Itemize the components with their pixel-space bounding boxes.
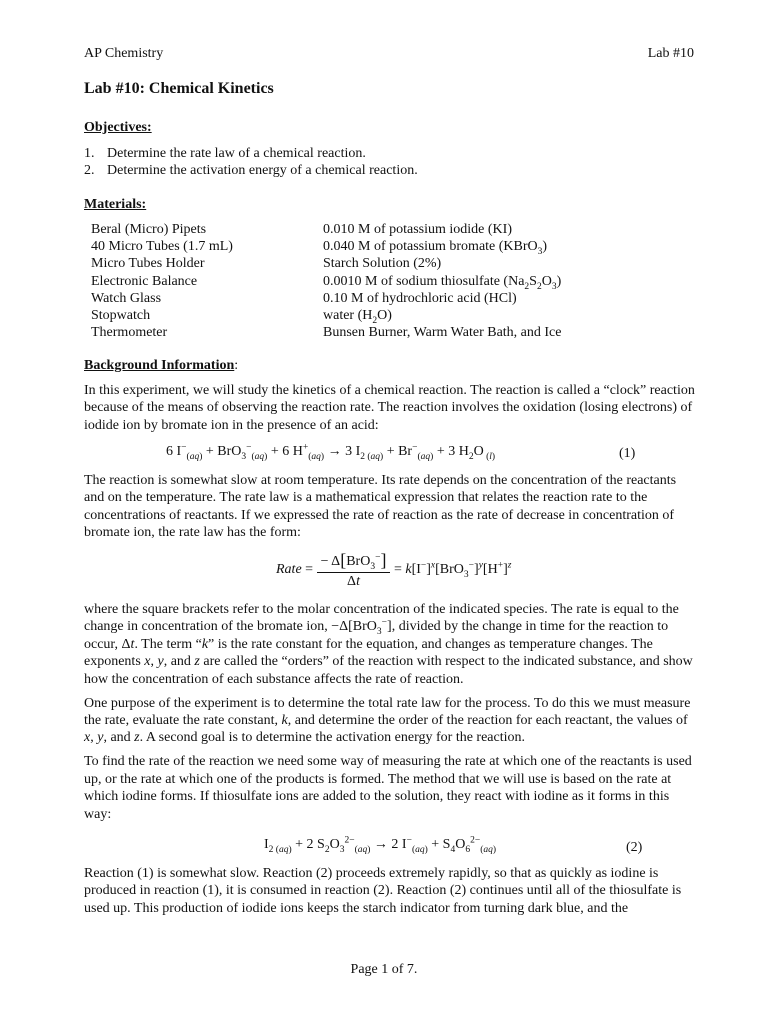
materials-row	[91, 290, 562, 307]
header-course: AP Chemistry	[84, 46, 164, 61]
equation-2: $I_{2 (aq)} + 2$ $S_2O_3^{2-}_{(aq)} \to 2$ $I^-_{(aq)} + S_4O_6^{2-}_{(aq)}$	[264, 835, 497, 855]
material-equipment: 40 Micro Tubes (1.7 mL)	[91, 239, 233, 255]
material-equipment: Watch Glass	[91, 290, 162, 306]
document-title: Lab #10: Chemical Kinetics	[84, 80, 274, 97]
material-chemical: 0.10 M of hydrochloric acid (HCl)	[323, 290, 517, 306]
equation-2-number: (2)	[626, 840, 643, 855]
materials-row	[91, 324, 562, 341]
material-chemical: water $(H_2O)$	[323, 307, 392, 326]
objectives-heading: Objectives:	[84, 120, 152, 135]
list-item-text: Determine the activation energy of a chemical reaction.	[107, 163, 418, 178]
materials-table	[91, 221, 562, 341]
materials-heading: Materials:	[84, 197, 147, 212]
material-chemical: 0.010 M of potassium iodide (KI)	[323, 222, 512, 237]
rate-fraction: $\frac{- \Delta[BrO_3^-]}{\Delta t}$	[317, 550, 391, 590]
background-paragraph-6: Reaction (1) is somewhat slow. Reaction (2) proceeds extremely rapidly, so that as quickly as iodine is produced in reaction (1), it is consumed in reaction (2). Reaction (2) continues until all of the thiosulfate is used up. This production of iodide ions keeps the starch indicator from turning dark blue, and the	[84, 866, 682, 916]
background-paragraph-1: In this experiment, we will study the kinetics of a chemical reaction. The reaction is called a “clock” reaction because of the means of observing the reaction rate. The reaction involves the oxidation (losing electrons) of iodide ion by bromate ion in the presence of an acid:	[84, 383, 695, 433]
list-item-number: 2.	[84, 163, 95, 178]
background-heading: Background Information:	[84, 358, 239, 373]
rate-law-equation: Rate = $\frac{- \Delta[BrO_3^-]}{\Delta t}$ = $k[I^-]^x[BrO_3^-]^y[H^+]^z$	[276, 550, 512, 589]
list-item-text: Determine the rate law of a chemical reaction.	[107, 146, 366, 161]
material-equipment: Thermometer	[91, 325, 168, 341]
material-equipment: Electronic Balance	[91, 273, 198, 289]
list-item	[84, 162, 418, 179]
page-footer: Page 1 of 7.	[350, 962, 418, 977]
materials-row	[91, 238, 562, 255]
material-chemical: Bunsen Burner, Warm Water Bath, and Ice	[323, 325, 562, 341]
equation-1-number: (1)	[619, 446, 636, 461]
material-chemical: 0.040 M of potassium bromate (KBrO$_3$)	[323, 239, 548, 257]
materials-row	[91, 307, 562, 324]
background-paragraph-4: One purpose of the experiment is to determine the total rate law for the process. To do this we must measure the rate, evaluate the rate constant, k, and determine the order of the reaction for each reactant, the values of x, y, and z. A second goal is to determine the activation energy for the reaction.	[84, 695, 691, 746]
background-paragraph-3: where the square brackets refer to the molar concentration of the indicated species. The rate is equal to the change in concentration of the bromate ion, −Δ[BrO$_3$−], divided by the change in time for the reaction to occur, Δt. The term “k” is the rate constant for the equation, and changes as temperature changes. The exponents x, y, and z are called the “orders” of the reaction with respect to the indicated substance, and show how the concentration of each substance affects the rate of reaction.	[84, 602, 693, 687]
material-equipment: Micro Tubes Holder	[91, 256, 205, 272]
list-item-number: 1.	[84, 146, 95, 161]
objectives-list	[84, 145, 418, 179]
material-chemical: 0.0010 M of sodium thiosulfate $(Na_2S_2O_3)$	[323, 273, 562, 292]
materials-row	[91, 221, 562, 238]
background-paragraph-2: The reaction is somewhat slow at room temperature. Its rate depends on the concentration of the reactants and on the temperature. The rate law is a mathematical expression that relates the reaction rate to the concentrations of reactants. If we expressed the rate of reaction as the rate of decrease in concentration of bromate ion, the rate law has the form:	[84, 473, 677, 541]
equation-1: 6 $I^-_{(aq)} + BrO_3^-_{(aq)} + 6$ $H^+_{(aq)} \to 3$ $I_{2 (aq)} + Br^-_{(aq)} + 3$ $H_2O$ $_{(l)}$	[166, 442, 496, 462]
background-paragraph-5: To find the rate of the reaction we need some way of measuring the rate at which one of the reactants is used up, or the rate at which one of the products is formed. The method that we will use is based on the rate at which iodine forms. If thiosulfate ions are added to the solution, they react with iodine as it forms in this way:	[84, 754, 692, 822]
background-paragraphs	[84, 601, 696, 830]
material-equipment: Stopwatch	[91, 307, 151, 323]
material-equipment: Beral (Micro) Pipets	[91, 222, 207, 237]
list-item	[84, 145, 418, 162]
material-chemical: Starch Solution (2%)	[323, 256, 442, 272]
materials-row	[91, 255, 562, 272]
header-lab-number: Lab #10	[647, 46, 694, 61]
materials-row	[91, 273, 562, 290]
